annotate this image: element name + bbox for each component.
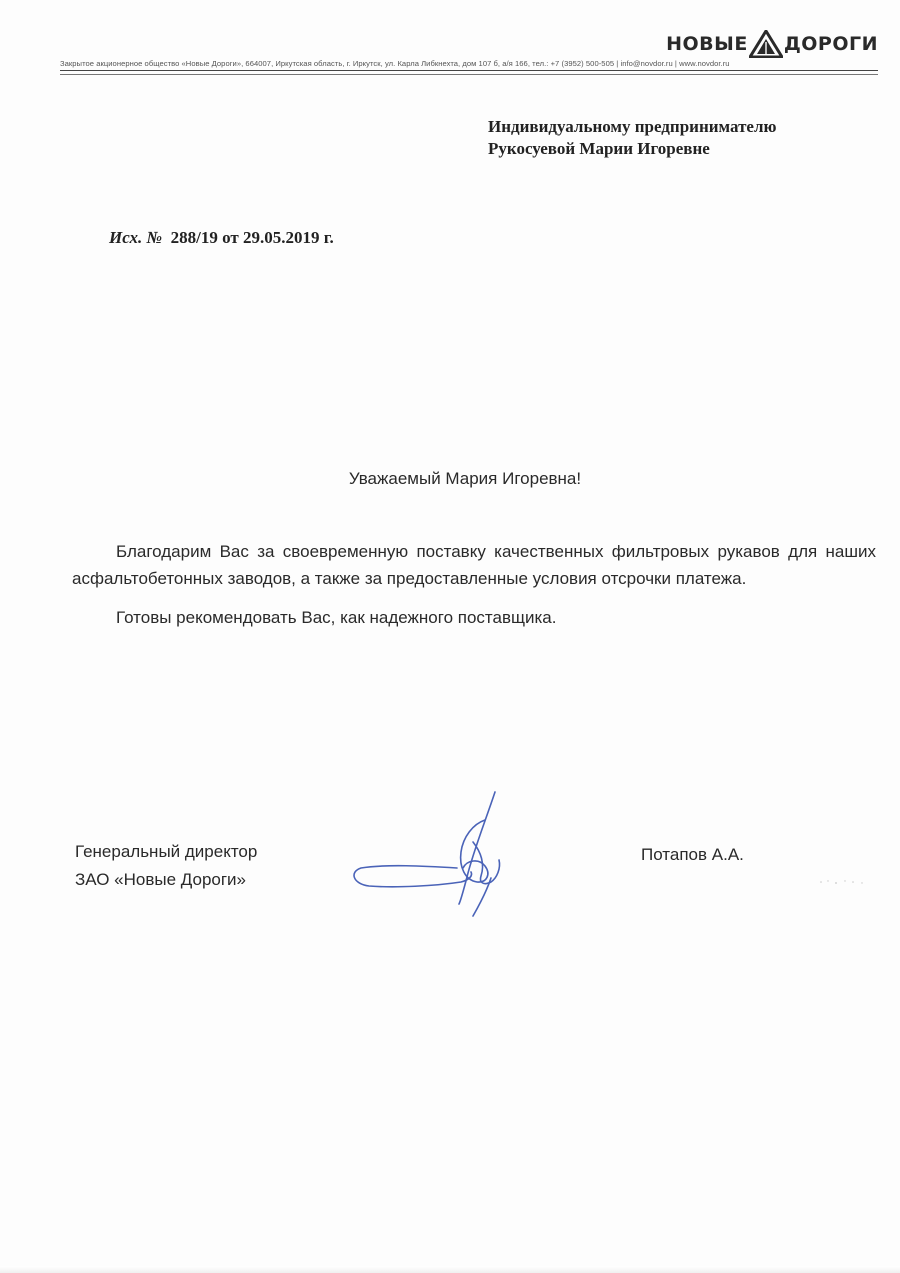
- greeting: Уважаемый Мария Игоревна!: [348, 469, 582, 488]
- addressee-line-2: Рукосуевой Марии Игоревне: [488, 139, 710, 158]
- signer-position: [75, 838, 257, 894]
- company-details-line: Закрытое акционерное общество «Новые Дороги», 664007, Иркутская область, г. Иркутск, ул. Карла Либкнехта, дом 107 б, а/я 166, тел.: +7 (3952) 500-505 | info@novdor.ru | www.novdor.ru: [60, 59, 730, 68]
- handwritten-signature: [345, 782, 525, 922]
- letterhead-divider-thin: [60, 74, 878, 75]
- signer-title-line-2: ЗАО «Новые Дороги»: [75, 870, 247, 889]
- letter-body: [72, 538, 876, 631]
- letterhead-divider: [60, 70, 878, 71]
- signer-name: Потапов А.А.: [641, 845, 744, 864]
- reference-label: Исх. №: [109, 228, 163, 247]
- body-paragraph: Благодарим Вас за своевременную поставку качественных фильтровых рукавов для наших асфальтобетонных заводов, а также за предоставленные условия отсрочки платежа.: [72, 542, 876, 588]
- addressee-line-1: Индивидуальному предпринимателю: [488, 117, 777, 136]
- reference-number-date: 288/19 от 29.05.2019 г.: [170, 228, 334, 247]
- logo-word-left: НОВЫЕ: [666, 33, 748, 55]
- road-triangle-logo-icon: [749, 30, 783, 58]
- body-paragraph: Готовы рекомендовать Вас, как надежного поставщика.: [116, 608, 557, 627]
- company-logo: [666, 30, 878, 58]
- addressee-block: [488, 116, 777, 160]
- scan-bottom-edge: [0, 1266, 900, 1273]
- outgoing-reference: [109, 228, 334, 248]
- scan-speck: [818, 878, 868, 886]
- logo-word-right: ДОРОГИ: [783, 33, 878, 55]
- signer-title-line-1: Генеральный директор: [75, 842, 258, 861]
